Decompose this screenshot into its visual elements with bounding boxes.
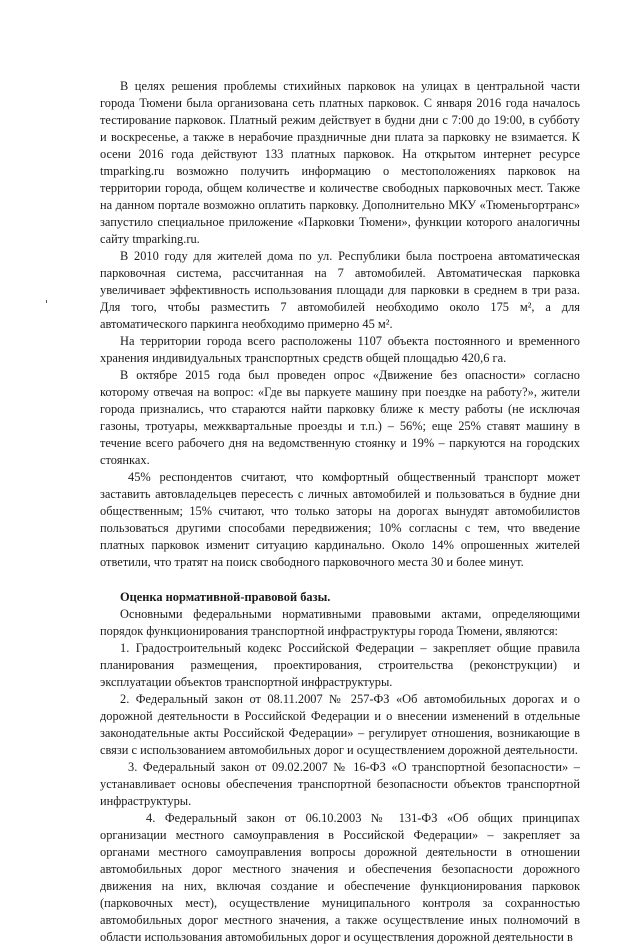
section-intro: Основными федеральными нормативными правовыми актами, определяющими порядок функционирования транспортной инфраструктуры города Тюмени, являются: bbox=[100, 607, 580, 638]
margin-mark bbox=[46, 300, 47, 303]
document-page bbox=[100, 78, 580, 946]
legal-item: 3. Федеральный закон от 09.02.2007 № 16-ФЗ «О транспортной безопасности» – устанавливает основы обеспечения транспортной безопасности объектов транспортной инфраструктуры. bbox=[100, 760, 580, 808]
paragraph-survey: В октябре 2015 года был проведен опрос «Движение без опасности» согласно которому отвечая на вопрос: «Где вы паркуете машину при поездке на работу?», жители города признались, что стараются найти парковку ближе к месту работы (не исключая газоны, тротуары, межквартальные проезды и т.п.) – 56%; еще 25% ставят машину в течение всего рабочего дня на ведомственную стоянку и 19% – паркуются на городских стоянках. bbox=[100, 368, 580, 467]
legal-item: 2. Федеральный закон от 08.11.2007 № 257-ФЗ «Об автомобильных дорогах и о дорожной деятельности в Российской Федерации и о внесении изменений в отдельные законодательные акты Российской Федерации» – регулирует отношения, возникающие в связи с использованием автомобильных дорог и осуществлением дорожной деятельности. bbox=[100, 692, 580, 757]
legal-item: 1. Градостроительный кодекс Российской Федерации – закрепляет общие правила планирования размещения, проектирования, строительства (реконструкции) и эксплуатации объектов транспортной инфраструктуры. bbox=[100, 641, 580, 689]
paragraph-paid-parking: В целях решения проблемы стихийных парковок на улицах в центральной части города Тюмени была организована сеть платных парковок. С января 2016 года началось тестирование парковок. Платный режим действует в будни дни с 7:00 до 19:00, в субботу и воскресенье, а также в нерабочие праздничные дни плата за парковку не взимается. К осени 2016 года действуют 133 платных парковок. На открытом интернет ресурсе tmparking.ru возможно получить информацию о местоположениях парковок на территории города, общем количестве и количестве свободных парковочных мест. Также на данном портале возможно оплатить парковку. Дополнительно МКУ «Тюменьгортранс» запустило специальное приложение «Парковки Тюмени», функции которого аналогичны сайту tmparking.ru. bbox=[100, 79, 580, 246]
paragraph-parking-objects: На территории города всего расположены 1107 объекта постоянного и временного хранения индивидуальных транспортных средств общей площадью 420,6 га. bbox=[100, 334, 580, 365]
legal-item: 4. Федеральный закон от 06.10.2003 № 131-ФЗ «Об общих принципах организации местного самоуправления в Российской Федерации» – закрепляет за органами местного самоуправления вопросы дорожной деятельности в отношении автомобильных дорог местного значения и обеспечения безопасности дорожного движения на них, включая создание и обеспечение функционирования парковок (парковочных мест), осуществление муниципального контроля за сохранностью автомобильных дорог местного значения, а также осуществление иных полномочий в области использования автомобильных дорог и осуществления дорожной деятельности в bbox=[100, 811, 580, 944]
paragraph-survey-respondents: 45% респондентов считают, что комфортный общественный транспорт может заставить автовладельцев пересесть с личных автомобилей и пользоваться в будние дни общественным; 15% считают, что только заторы на дорогах вынудят автомобилистов пользоваться другими способами передвижения; 10% согласны с тем, что введение платных парковок изменит ситуацию кардинально. Около 14% опрошенных жителей ответили, что тратят на поиск свободного парковочного места 30 и более минут. bbox=[100, 470, 580, 569]
paragraph-automatic-parking: В 2010 году для жителей дома по ул. Республики была построена автоматическая парковочная система, рассчитанная на 7 автомобилей. Автоматическая парковка увеличивает эффективность использования площади для парковки в среднем в три раза. Для того, чтобы разместить 7 автомобилей необходимо около 175 м², а для автоматического паркинга необходимо примерно 45 м². bbox=[100, 249, 580, 331]
section-heading: Оценка нормативной-правовой базы. bbox=[120, 590, 331, 604]
